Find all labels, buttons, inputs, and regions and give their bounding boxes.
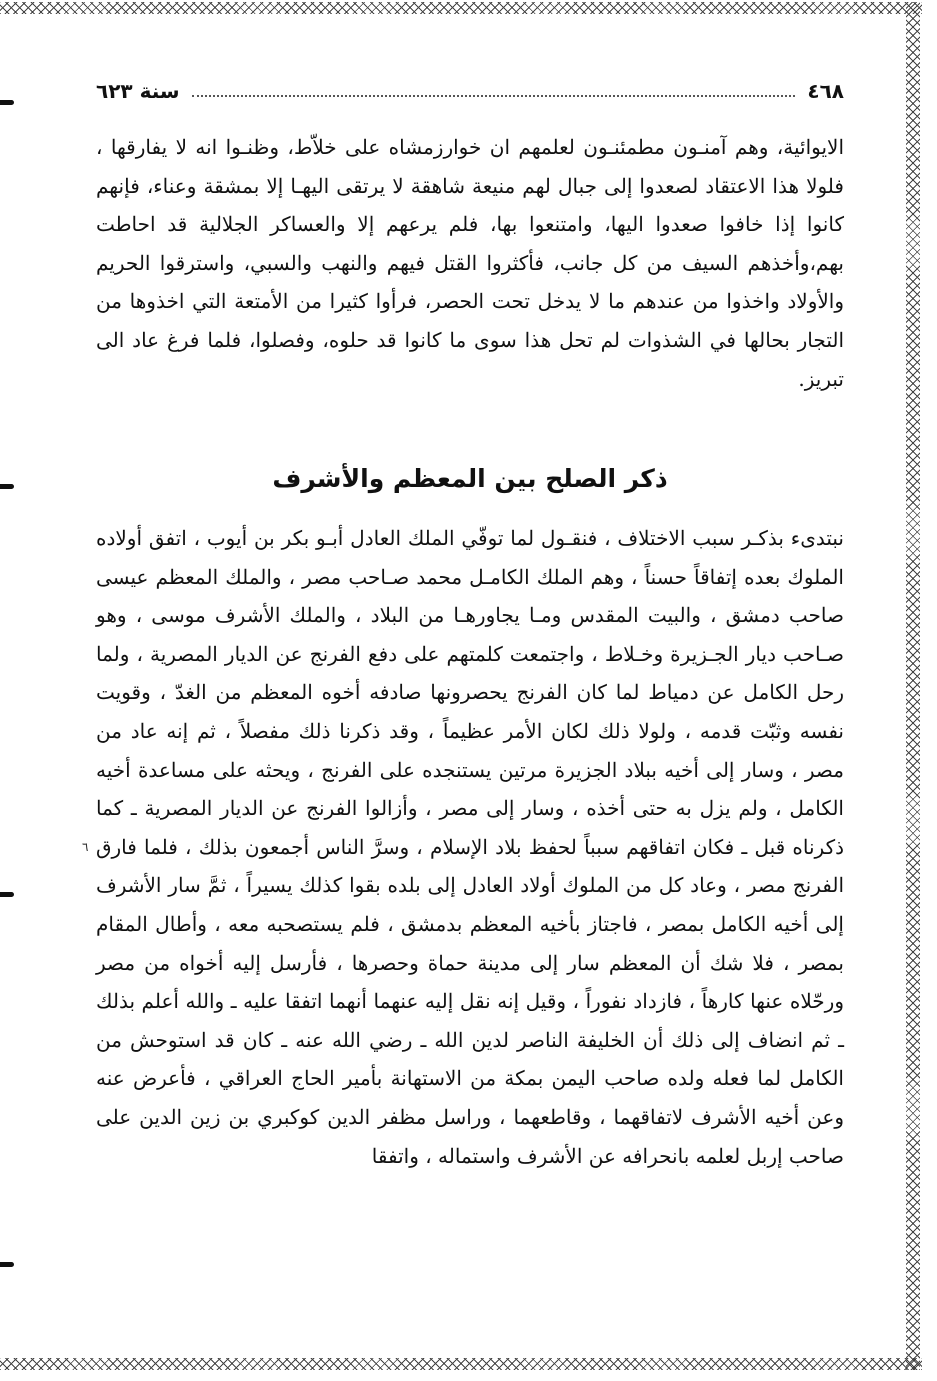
- running-header: [96, 74, 844, 108]
- left-edge-mark: [0, 100, 14, 105]
- top-border-ornament: [0, 2, 922, 14]
- left-edge-mark: [0, 484, 14, 489]
- paragraph-1: الايوائية، وهم آمنـون مطمئنـون لعلمهم ان خوارزمشاه على خلاّط، وظنـوا انه لا يفارقها ، فلولا هذا الاعتقاد لصعدوا إلى جبال لهم منيعة شاهقة لا يرتقى اليهـا إلا بمشقة وعناء، فإنهم كانوا إذا خافوا صعدوا اليها، وامتنعوا بها، فلم يرعهم إلا والعساكر الجلالية قد احاطت بهم،وأخذهم السيف من كل جانب، فأكثروا القتل فيهم والنهب والسبي، واسترقوا الحريم والأولاد واخذوا من عندهم ما لا يدخل تحت الحصر، فرأوا كثيرا من الأمتعة التي اخذوها من التجار بحالها في الشذوات لم تحل هذا سوى ما كانوا قد حلوه، وفصلوا، فلما فرغ عاد الى تبريز.: [96, 135, 844, 391]
- page-number: ٤٦٨: [807, 79, 844, 103]
- bottom-border-ornament: [0, 1358, 922, 1370]
- text-block-1: [96, 128, 844, 398]
- left-edge-mark: [0, 1262, 14, 1267]
- right-border-ornament: [906, 2, 920, 1370]
- paragraph-2: نبتدىء بذكـر سبب الاختلاف ، فنقـول لما توفّي الملك العادل أبـو بكر بن أيوب ، اتفق أولاده الملوك بعده إتفاقاً حسناً ، وهم الملك الكامـل محمد صـاحب مصر ، والملك المعظم عيسى صاحب دمشق ، والبيت المقدس ومـا يجاورهـا من البلاد ، والملك الأشرف موسى ، وهو صـاحب ديار الجـزيرة وخـلاط ، واجتمعت كلمتهم على دفع الفرنج عن الديار المصرية ، ولما رحل الكامل عن دمياط لما كان الفرنج يحصرونها صادفه أخوه المعظم من الغدّ ، وقويت نفسه وثبّت قدمه ، ولولا ذلك لكان الأمر عظيماً ، وقد ذكرنا ذلك مفصلاً ، ثم إنه عاد من مصر ، وسار إلى أخيه ببلاد الجزيرة مرتين يستنجده على الفرنج ، ويحثه على مساعدة أخيه الكامل ، ولم يزل به حتى أخذه ، وسار إلى مصر ، وأزالوا الفرنج عن الديار المصرية ـ كما ذكرناه قبل ـ فكان اتفاقهم سبباً لحفظ بلاد الإسلام ، وسرَّ الناس أجمعون بذلك ، فلما فارق الفرنج مصر ، وعاد كل من الملوك أولاد العادل إلى بلده بقوا كذلك يسيراً ، ثمَّ سار الأشرف إلى أخيه الكامل بمصر ، فاجتاز بأخيه المعظم بدمشق ، فلم يستصحبه معه ، وأطال المقام بمصر ، فلا شك أن المعظم سار إلى مدينة حماة وحصرها ، فأرسل إليه أخواه من مصر ورحّلاه عنها كارهاً ، فازداد نفوراً ، وقيل إنه نقل إليه عنهما أنهما اتفقا عليه ـ والله أعلم بذلك ـ ثم انضاف إلى ذلك أن الخليفة الناصر لدين الله ـ رضي الله عنه ـ كان قد استوحش من الكامل لما فعله ولده صاحب اليمن بمكة من الاستهانة بأمير الحاج العراقي ، فأعرض عنه وعن أخيه الأشرف لاتفاقهما ، وقاطعهما ، وراسل مظفر الدين كوكبري بن زين الدين على صاحب إربل لعلمه بانحرافه عن الأشرف واستماله ، واتفقا: [96, 526, 845, 1168]
- left-edge-mark: [0, 892, 14, 897]
- year-label: سنة ٦٢٣: [96, 79, 180, 103]
- section-heading: ذكر الصلح بين المعظم والأشرف: [272, 464, 668, 493]
- dotted-leader: [192, 95, 796, 97]
- margin-note: ٦: [82, 840, 89, 854]
- text-block-2: [96, 519, 844, 1175]
